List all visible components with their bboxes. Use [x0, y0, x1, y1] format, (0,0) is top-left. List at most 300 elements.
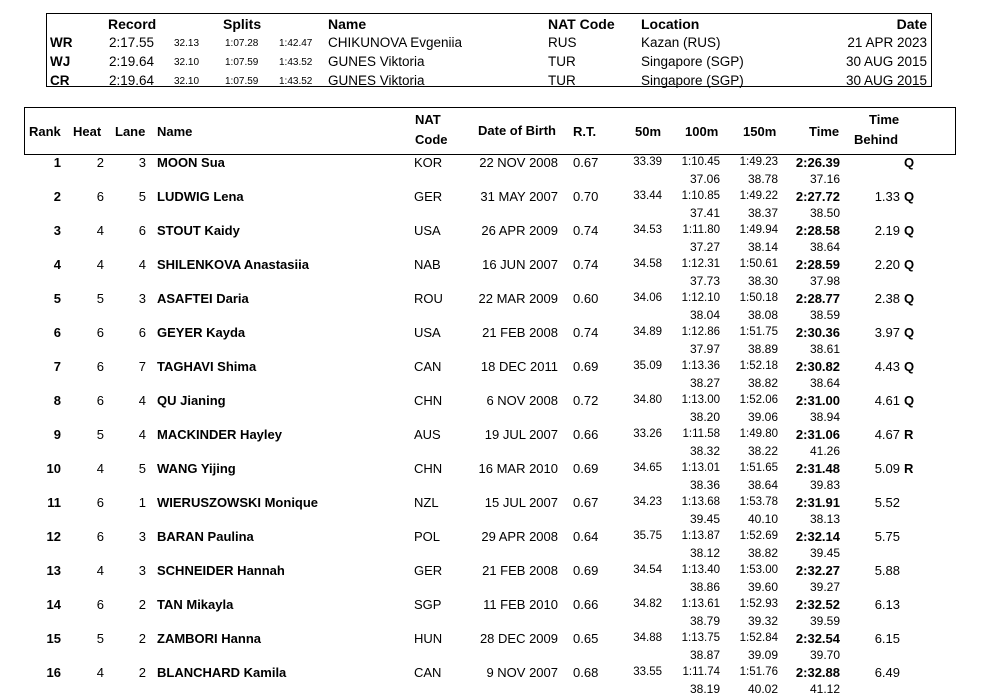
- result-nat: NZL: [414, 495, 439, 510]
- result-q: Q: [904, 189, 915, 204]
- result-rt: 0.69: [573, 359, 599, 374]
- table-row: [0, 563, 988, 597]
- result-l200: 38.94: [809, 410, 840, 424]
- result-name: TAGHAVI Shima: [157, 359, 257, 374]
- result-s50: 33.55: [633, 666, 662, 678]
- record-date: 30 AUG 2015: [845, 54, 927, 69]
- result-nat: USA: [414, 223, 441, 238]
- result-lane: 1: [138, 495, 146, 510]
- col-code: Code: [415, 132, 448, 147]
- table-row: [0, 393, 988, 427]
- result-s150: 1:52.69: [739, 530, 778, 542]
- result-rank: 6: [53, 325, 61, 340]
- result-l150: 38.64: [747, 478, 778, 492]
- result-s50: 34.58: [633, 258, 662, 270]
- record-type: CR: [50, 73, 70, 88]
- result-dob: 26 APR 2009: [481, 223, 558, 238]
- result-lane: 7: [138, 359, 146, 374]
- result-behind: 2.19: [874, 223, 900, 238]
- result-l100: 38.36: [689, 478, 720, 492]
- result-l150: 39.06: [747, 410, 778, 424]
- result-rank: 11: [47, 495, 61, 510]
- result-behind: 5.75: [874, 529, 900, 544]
- result-lane: 4: [138, 427, 146, 442]
- result-behind: 6.49: [874, 665, 900, 680]
- result-s100: 1:10.85: [681, 190, 720, 202]
- result-s50: 34.65: [633, 462, 662, 474]
- result-rank: 9: [53, 427, 61, 442]
- result-dob: 19 JUL 2007: [484, 427, 558, 442]
- result-s100: 1:13.00: [681, 394, 720, 406]
- result-nat: CHN: [414, 393, 443, 408]
- result-s100: 1:13.61: [681, 598, 720, 610]
- result-l100: 38.12: [689, 546, 720, 560]
- result-name: STOUT Kaidy: [157, 223, 240, 238]
- table-row: [0, 189, 988, 223]
- col-50m: 50m: [635, 124, 662, 139]
- col-rt: R.T.: [573, 124, 597, 139]
- result-heat: 4: [96, 257, 104, 272]
- result-s100: 1:12.31: [681, 258, 720, 270]
- result-dob: 22 MAR 2009: [478, 291, 558, 306]
- result-s50: 34.23: [633, 496, 662, 508]
- result-q: Q: [904, 155, 915, 170]
- records-header-nat-code: NAT Code: [548, 16, 615, 32]
- result-behind: 5.88: [874, 563, 900, 578]
- result-rt: 0.74: [573, 325, 599, 340]
- result-l200: 39.59: [809, 614, 840, 628]
- table-row: [0, 495, 988, 529]
- result-behind: 2.38: [874, 291, 900, 306]
- result-time: 2:32.27: [795, 563, 840, 578]
- record-nat: RUS: [548, 35, 577, 50]
- result-heat: 6: [96, 189, 104, 204]
- result-rt: 0.60: [573, 291, 599, 306]
- result-rank: 7: [53, 359, 61, 374]
- result-s50: 34.82: [633, 598, 662, 610]
- result-dob: 18 DEC 2011: [480, 359, 558, 374]
- result-s50: 34.53: [633, 224, 662, 236]
- record-s150: 1:43.52: [279, 57, 313, 68]
- result-lane: 2: [138, 597, 146, 612]
- record-location: Singapore (SGP): [641, 54, 744, 69]
- result-s100: 1:13.36: [681, 360, 720, 372]
- result-rank: 3: [53, 223, 61, 238]
- result-s150: 1:51.75: [739, 326, 778, 338]
- result-l200: 39.70: [809, 648, 840, 662]
- record-name: GUNES Viktoria: [328, 73, 425, 88]
- result-rank: 4: [53, 257, 61, 272]
- result-q: R: [904, 427, 914, 442]
- result-dob: 29 APR 2008: [481, 529, 558, 544]
- result-l100: 38.19: [689, 682, 720, 696]
- result-s150: 1:49.94: [739, 224, 778, 236]
- result-s50: 34.88: [633, 632, 662, 644]
- col-150m: 150m: [743, 124, 777, 139]
- result-dob: 6 NOV 2008: [486, 393, 558, 408]
- result-s50: 35.09: [633, 360, 662, 372]
- result-lane: 3: [138, 155, 146, 170]
- col-behind-line2: Behind: [854, 132, 899, 147]
- result-l100: 37.73: [689, 274, 720, 288]
- result-time: 2:27.72: [795, 189, 840, 204]
- result-l100: 38.86: [689, 580, 720, 594]
- result-s50: 34.89: [633, 326, 662, 338]
- result-nat: CHN: [414, 461, 443, 476]
- result-q: Q: [904, 223, 915, 238]
- result-dob: 9 NOV 2007: [486, 665, 558, 680]
- result-l200: 39.83: [809, 478, 840, 492]
- result-s150: 1:49.80: [739, 428, 778, 440]
- result-rt: 0.67: [573, 495, 599, 510]
- result-s50: 33.44: [633, 190, 662, 202]
- result-name: MOON Sua: [157, 155, 225, 170]
- result-s150: 1:49.22: [739, 190, 778, 202]
- result-l150: 38.78: [747, 172, 778, 186]
- result-s100: 1:12.10: [681, 292, 720, 304]
- result-name: WIERUSZOWSKI Monique: [157, 495, 319, 510]
- result-l150: 40.02: [747, 682, 778, 696]
- record-time: 2:19.64: [109, 73, 155, 88]
- result-l100: 37.27: [689, 240, 720, 254]
- result-rank: 13: [46, 563, 61, 578]
- result-name: BARAN Paulina: [157, 529, 254, 544]
- result-name: SCHNEIDER Hannah: [157, 563, 285, 578]
- result-rank: 14: [46, 597, 61, 612]
- result-dob: 31 MAY 2007: [480, 189, 558, 204]
- record-s150: 1:43.52: [279, 76, 313, 87]
- result-heat: 4: [96, 223, 104, 238]
- records-header-record: Record: [108, 16, 157, 32]
- record-nat: TUR: [548, 73, 576, 88]
- result-rt: 0.67: [573, 155, 599, 170]
- result-l150: 38.08: [747, 308, 778, 322]
- result-rt: 0.66: [573, 597, 599, 612]
- result-rt: 0.69: [573, 461, 599, 476]
- result-l150: 38.30: [747, 274, 778, 288]
- record-time: 2:17.55: [109, 35, 155, 50]
- result-time: 2:31.00: [795, 393, 840, 408]
- result-l200: 38.50: [809, 206, 840, 220]
- result-behind: 4.61: [874, 393, 900, 408]
- result-l200: 39.45: [809, 546, 840, 560]
- record-name: CHIKUNOVA Evgeniia: [328, 35, 463, 50]
- result-behind: 5.09: [874, 461, 900, 476]
- result-behind: 5.52: [874, 495, 900, 510]
- result-rt: 0.69: [573, 563, 599, 578]
- result-l100: 38.87: [689, 648, 720, 662]
- result-lane: 2: [138, 631, 146, 646]
- result-l100: 37.97: [689, 342, 720, 356]
- result-name: SHILENKOVA Anastasiia: [157, 257, 309, 272]
- record-location: Singapore (SGP): [641, 73, 744, 88]
- result-heat: 6: [96, 495, 104, 510]
- result-nat: GER: [414, 189, 443, 204]
- result-s150: 1:51.76: [739, 666, 778, 678]
- result-name: ASAFTEI Daria: [157, 291, 249, 306]
- result-s50: 34.06: [633, 292, 662, 304]
- result-time: 2:32.14: [795, 529, 840, 544]
- result-dob: 21 FEB 2008: [482, 563, 558, 578]
- result-rank: 15: [46, 631, 61, 646]
- result-time: 2:32.88: [795, 665, 840, 680]
- result-s150: 1:50.61: [739, 258, 778, 270]
- result-s100: 1:13.75: [681, 632, 720, 644]
- result-l100: 38.27: [689, 376, 720, 390]
- table-row: [0, 291, 988, 325]
- record-name: GUNES Viktoria: [328, 54, 425, 69]
- result-dob: 16 MAR 2010: [478, 461, 558, 476]
- result-nat: HUN: [414, 631, 443, 646]
- result-l150: 38.14: [747, 240, 778, 254]
- result-nat: KOR: [414, 155, 443, 170]
- result-heat: 5: [96, 291, 104, 306]
- result-name: GEYER Kayda: [157, 325, 246, 340]
- result-rank: 10: [46, 461, 61, 476]
- result-s50: 34.80: [633, 394, 662, 406]
- result-lane: 4: [138, 393, 146, 408]
- result-dob: 16 JUN 2007: [482, 257, 558, 272]
- result-name: WANG Yijing: [157, 461, 236, 476]
- record-time: 2:19.64: [109, 54, 155, 69]
- table-row: [0, 359, 988, 393]
- record-s50: 32.13: [174, 38, 200, 49]
- result-nat: AUS: [414, 427, 441, 442]
- record-nat: TUR: [548, 54, 576, 69]
- col-dob: Date of Birth: [478, 123, 556, 138]
- result-l100: 38.32: [689, 444, 720, 458]
- result-l150: 39.09: [747, 648, 778, 662]
- result-lane: 4: [138, 257, 146, 272]
- table-row: [0, 529, 988, 563]
- result-heat: 6: [96, 529, 104, 544]
- result-q: R: [904, 461, 914, 476]
- result-rank: 8: [53, 393, 61, 408]
- table-row: [0, 665, 988, 699]
- result-s150: 1:50.18: [739, 292, 778, 304]
- result-l100: 38.79: [689, 614, 720, 628]
- result-rt: 0.70: [573, 189, 599, 204]
- result-behind: 4.67: [874, 427, 900, 442]
- result-s50: 34.54: [633, 564, 662, 576]
- record-date: 30 AUG 2015: [845, 73, 927, 88]
- result-l100: 37.41: [689, 206, 720, 220]
- result-l200: 37.16: [809, 172, 840, 186]
- result-rank: 16: [46, 665, 61, 680]
- result-nat: CAN: [414, 665, 442, 680]
- records-header-date: Date: [896, 16, 927, 32]
- result-behind: 6.15: [874, 631, 900, 646]
- result-time: 2:32.54: [795, 631, 840, 646]
- result-l150: 38.82: [747, 546, 778, 560]
- record-location: Kazan (RUS): [641, 35, 721, 50]
- result-s50: 33.39: [633, 156, 662, 168]
- result-dob: 22 NOV 2008: [479, 155, 558, 170]
- result-l200: 37.98: [809, 274, 840, 288]
- col-heat: Heat: [73, 124, 102, 139]
- result-lane: 5: [138, 461, 146, 476]
- result-heat: 2: [96, 155, 104, 170]
- result-nat: NAB: [414, 257, 441, 272]
- result-heat: 5: [96, 631, 104, 646]
- result-rt: 0.74: [573, 257, 599, 272]
- result-s100: 1:13.01: [681, 462, 720, 474]
- col-nat: NAT: [415, 112, 441, 127]
- result-rank: 12: [46, 529, 61, 544]
- record-s100: 1:07.59: [225, 76, 259, 87]
- result-q: Q: [904, 257, 915, 272]
- col-time: Time: [809, 124, 840, 139]
- table-row: [0, 325, 988, 359]
- records-header-location: Location: [641, 16, 700, 32]
- result-s100: 1:11.58: [682, 428, 720, 440]
- result-lane: 3: [138, 291, 146, 306]
- result-lane: 3: [138, 529, 146, 544]
- table-row: [0, 427, 988, 461]
- col-lane: Lane: [115, 124, 146, 139]
- record-s50: 32.10: [174, 76, 200, 87]
- result-l100: 38.20: [689, 410, 720, 424]
- record-type: WR: [50, 35, 73, 50]
- result-heat: 4: [96, 665, 104, 680]
- result-q: Q: [904, 393, 915, 408]
- result-s150: 1:52.06: [739, 394, 778, 406]
- result-name: ZAMBORI Hanna: [157, 631, 261, 646]
- result-l200: 38.59: [809, 308, 840, 322]
- result-dob: 15 JUL 2007: [484, 495, 558, 510]
- result-s150: 1:53.00: [739, 564, 778, 576]
- result-l200: 41.26: [809, 444, 840, 458]
- result-l200: 38.64: [809, 376, 840, 390]
- result-s100: 1:12.86: [681, 326, 720, 338]
- result-s150: 1:49.23: [739, 156, 778, 168]
- result-s100: 1:13.87: [681, 530, 720, 542]
- result-rt: 0.65: [573, 631, 599, 646]
- result-name: MACKINDER Hayley: [157, 427, 282, 442]
- record-s50: 32.10: [174, 57, 200, 68]
- result-dob: 11 FEB 2010: [483, 597, 558, 612]
- result-lane: 6: [138, 223, 146, 238]
- result-l150: 38.22: [747, 444, 778, 458]
- result-behind: 4.43: [874, 359, 900, 374]
- table-row: [0, 155, 988, 189]
- record-s100: 1:07.59: [225, 57, 259, 68]
- result-l150: 38.37: [747, 206, 778, 220]
- records-header-splits: Splits: [223, 16, 262, 32]
- result-s150: 1:52.18: [739, 360, 778, 372]
- result-s100: 1:11.74: [682, 666, 720, 678]
- result-heat: 6: [96, 597, 104, 612]
- result-s50: 35.75: [633, 530, 662, 542]
- result-s100: 1:13.68: [681, 496, 720, 508]
- table-row: [0, 223, 988, 257]
- col-name: Name: [157, 124, 193, 139]
- result-rank: 5: [53, 291, 61, 306]
- result-rank: 1: [53, 155, 61, 170]
- col-rank: Rank: [29, 124, 61, 139]
- result-behind: 2.20: [874, 257, 900, 272]
- table-row: [0, 631, 988, 665]
- result-behind: 1.33: [874, 189, 900, 204]
- result-s100: 1:10.45: [681, 156, 720, 168]
- result-time: 2:31.06: [795, 427, 840, 442]
- result-q: Q: [904, 359, 915, 374]
- col-100m: 100m: [685, 124, 719, 139]
- result-time: 2:31.91: [795, 495, 840, 510]
- result-nat: ROU: [414, 291, 443, 306]
- result-time: 2:26.39: [795, 155, 840, 170]
- result-heat: 4: [96, 461, 104, 476]
- col-behind-line1: Time: [869, 112, 900, 127]
- record-s150: 1:42.47: [279, 38, 313, 49]
- result-l150: 39.60: [747, 580, 778, 594]
- result-dob: 28 DEC 2009: [479, 631, 558, 646]
- result-rank: 2: [53, 189, 61, 204]
- result-lane: 5: [138, 189, 146, 204]
- result-name: TAN Mikayla: [157, 597, 234, 612]
- result-heat: 6: [96, 393, 104, 408]
- result-behind: 6.13: [874, 597, 900, 612]
- result-l200: 39.27: [809, 580, 840, 594]
- table-row: [0, 257, 988, 291]
- result-name: BLANCHARD Kamila: [157, 665, 287, 680]
- result-rt: 0.68: [573, 665, 599, 680]
- result-s150: 1:51.65: [739, 462, 778, 474]
- result-time: 2:28.58: [795, 223, 840, 238]
- result-rt: 0.74: [573, 223, 599, 238]
- result-l150: 40.10: [747, 512, 778, 526]
- result-heat: 4: [96, 563, 104, 578]
- result-lane: 6: [138, 325, 146, 340]
- result-s150: 1:52.93: [739, 598, 778, 610]
- record-s100: 1:07.28: [225, 38, 259, 49]
- result-nat: USA: [414, 325, 441, 340]
- result-lane: 2: [138, 665, 146, 680]
- result-nat: GER: [414, 563, 443, 578]
- result-rt: 0.64: [573, 529, 599, 544]
- result-l200: 38.64: [809, 240, 840, 254]
- result-q: Q: [904, 291, 915, 306]
- result-l100: 39.45: [689, 512, 720, 526]
- result-nat: CAN: [414, 359, 442, 374]
- result-behind: 3.97: [874, 325, 900, 340]
- result-l100: 38.04: [689, 308, 720, 322]
- records-header-name: Name: [328, 16, 367, 32]
- result-time: 2:30.36: [795, 325, 840, 340]
- result-dob: 21 FEB 2008: [482, 325, 558, 340]
- result-q: Q: [904, 325, 915, 340]
- result-s100: 1:11.80: [682, 224, 720, 236]
- record-type: WJ: [50, 54, 71, 69]
- result-name: LUDWIG Lena: [157, 189, 244, 204]
- result-l200: 38.61: [809, 342, 840, 356]
- result-s150: 1:53.78: [739, 496, 778, 508]
- result-l150: 38.89: [747, 342, 778, 356]
- result-time: 2:28.59: [795, 257, 840, 272]
- result-heat: 5: [96, 427, 104, 442]
- result-time: 2:28.77: [795, 291, 840, 306]
- result-nat: SGP: [414, 597, 442, 612]
- record-date: 21 APR 2023: [847, 35, 927, 50]
- result-s100: 1:13.40: [681, 564, 720, 576]
- result-l150: 39.32: [747, 614, 778, 628]
- table-row: [0, 597, 988, 631]
- result-time: 2:31.48: [795, 461, 840, 476]
- result-heat: 6: [96, 359, 104, 374]
- result-l150: 38.82: [747, 376, 778, 390]
- result-heat: 6: [96, 325, 104, 340]
- result-l200: 41.12: [809, 682, 840, 696]
